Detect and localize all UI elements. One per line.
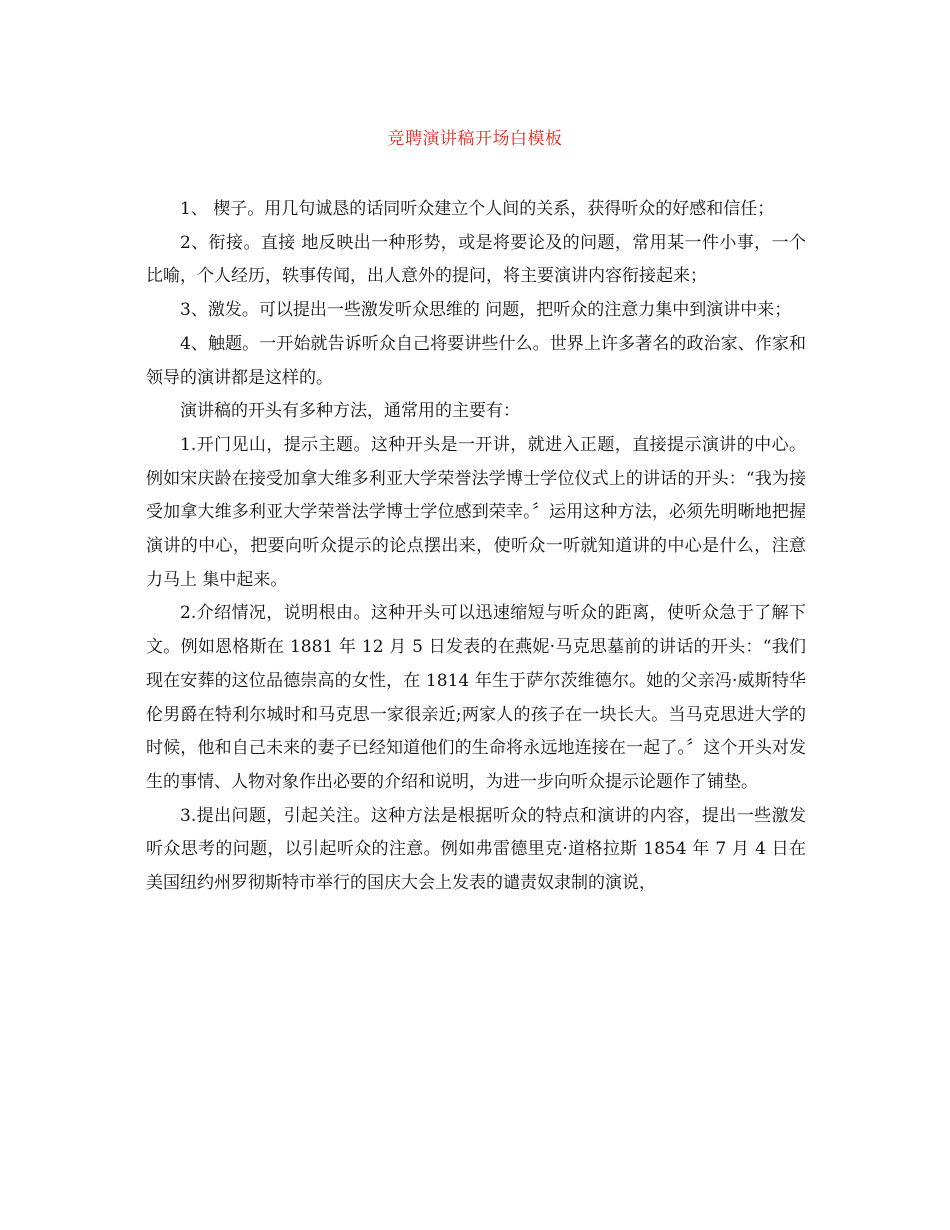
document-title: 竞聘演讲稿开场白模板 <box>387 129 563 149</box>
paragraph: 2、衔接。直接 地反映出一种形势，或是将要论及的问题，常用某一件小事，一个比喻，个人经历，轶事传闻，出人意外的提问，将主要演讲内容衔接起来； <box>146 232 806 287</box>
paragraph: 3、激发。可以提出一些激发听众思维的 问题，把听众的注意力集中到演讲中来； <box>180 300 792 321</box>
document-body <box>146 193 806 901</box>
paragraph: 1.开门见山，提示主题。这种开头是一开讲，就进入正题，直接提示演讲的中心。例如宋庆龄在接受加拿大维多利亚大学荣誉法学博士学位仪式上的讲话的开头：“我为接受加拿大维多利亚大学荣誉法学博士学位感到荣幸。〞运用这种方法，必须先明晰地把握演讲的中心，把要向听众提示的论点摆出来，使听众一听就知道讲的中心是什么，注意力马上 集中起来。 <box>146 434 806 590</box>
paragraph: 4、触题。一开始就告诉听众自己将要讲些什么。世界上许多著名的政治家、作家和领导的演讲都是这样的。 <box>146 333 806 388</box>
paragraph: 演讲稿的开头有多种方法，通常用的主要有： <box>180 401 520 422</box>
paragraph: 2.介绍情况，说明根由。这种开头可以迅速缩短与听众的距离，使听众急于了解下文。例如恩格斯在 1881 年 12 月 5 日发表的在燕妮·马克思墓前的讲话的开头：“我们现在安葬的这位品德崇高的女性，在 1814 年生于萨尔茨维德尔。她的父亲冯·威斯特华伦男爵在特利尔城时和马克思一家很亲近;两家人的孩子在一块长大。当马克思进大学的时候，他和自己未来的妻子已经知道他们的生命将永远地连接在一起了。〞这个开头对发生的事情、人物对象作出必要的介绍和说明，为进一步向听众提示论题作了铺垫。 <box>146 603 806 792</box>
paragraph: 3.提出问题，引起关注。这种方法是根据听众的特点和演讲的内容，提出一些激发听众思考的问题，以引起听众的注意。例如弗雷德里克·道格拉斯 1854 年 7 月 4 日在美国纽约州罗彻斯特市举行的国庆大会上发表的谴责奴隶制的演说， <box>146 805 806 894</box>
paragraph: 1、 楔子。用几句诚恳的话同听众建立个人间的关系，获得听众的好感和信任； <box>180 199 775 219</box>
